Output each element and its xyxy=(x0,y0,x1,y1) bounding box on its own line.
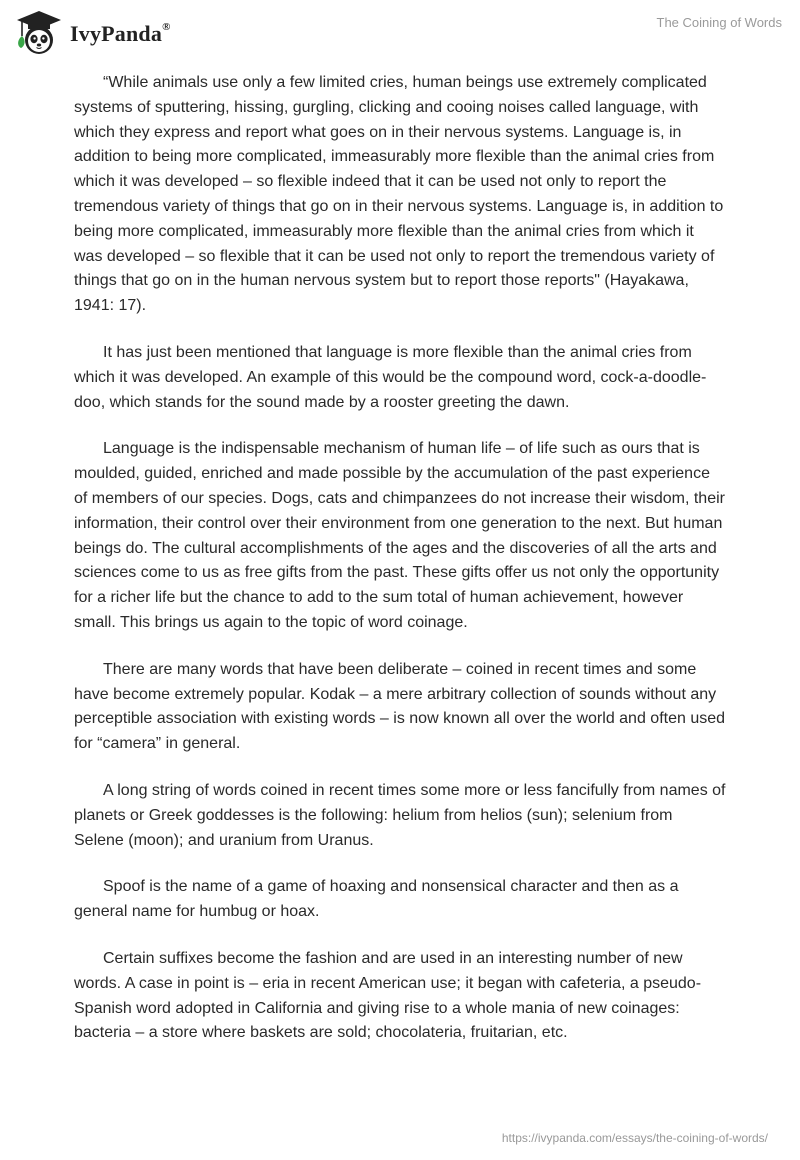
paragraph: Spoof is the name of a game of hoaxing and nonsensical character and then as a general name for humbug or hoax. xyxy=(74,878,679,921)
paragraph: “While animals use only a few limited cries, human beings use extremely complicated systems of sputtering, hissing, gurgling, clicking and cooing noises called language, with which they express and report what goes on in their nervous systems. Language is, in addition to being more complicated, immeasurably more flexible than the animal cries from which it was developed – so flexible indeed that it can be used not only to report the tremendous variety of things that go on in their nervous systems. Language is, in addition to being more complicated, immeasurably more flexible than the animal cries from which it was developed – so flexible that it can be used not only to report the tremendous variety of things that go on in the human nervous system but to report those reports" (Hayakawa, 1941: 17). xyxy=(74,74,724,315)
paragraph: There are many words that have been deliberate – coined in recent times and some have become extremely popular. Kodak – a mere arbitrary collection of sounds without any perceptible association with existing words – is now known all over the world and often used for “camera” in general. xyxy=(74,660,726,753)
brand-name: IvyPanda® xyxy=(70,20,171,46)
paragraph: It has just been mentioned that language is more flexible than the animal cries from which it was developed. An example of this would be the compound word, cock-a-doodle-doo, which stands for the sound made by a rooster greeting the dawn. xyxy=(74,343,707,411)
source-url-link[interactable]: https://ivypanda.com/essays/the-coining-of-words/ xyxy=(501,1131,768,1145)
paragraph: A long string of words coined in recent times some more or less fancifully from names of planets or Greek goddesses is the following: helium from helios (sun); selenium from Selene (moon); and uranium from Uranus. xyxy=(74,781,726,849)
panda-graduate-icon xyxy=(14,10,64,56)
document-title: The Coining of Words xyxy=(656,15,782,30)
paragraph: Certain suffixes become the fashion and are used in an interesting number of new words. A case in point is – eria in recent American use; it began with cafeteria, a pseudo-Spanish word adopted in California and giving rise to a whole mania of new coinages: bacteria – a store where baskets are sold; chocolateria, fruitarian, etc. xyxy=(74,949,702,1042)
essay-body xyxy=(74,71,726,1068)
paragraph: Language is the indispensable mechanism of human life – of life such as ours that is moulded, guided, enriched and made possible by the accumulation of the past experience of members of our species. Dogs, cats and chimpanzees do not increase their wisdom, their information, their control over their environment from one generation to the next. But human beings do. The cultural accomplishments of the ages and the discoveries of all the arts and sciences come to us as free gifts from the past. These gifts offer us not only the opportunity for a richer life but the chance to add to the sum total of human achievement, however small. This brings us again to the topic of word coinage. xyxy=(74,440,725,631)
brand-logo[interactable] xyxy=(14,10,171,56)
page-header xyxy=(14,10,786,60)
